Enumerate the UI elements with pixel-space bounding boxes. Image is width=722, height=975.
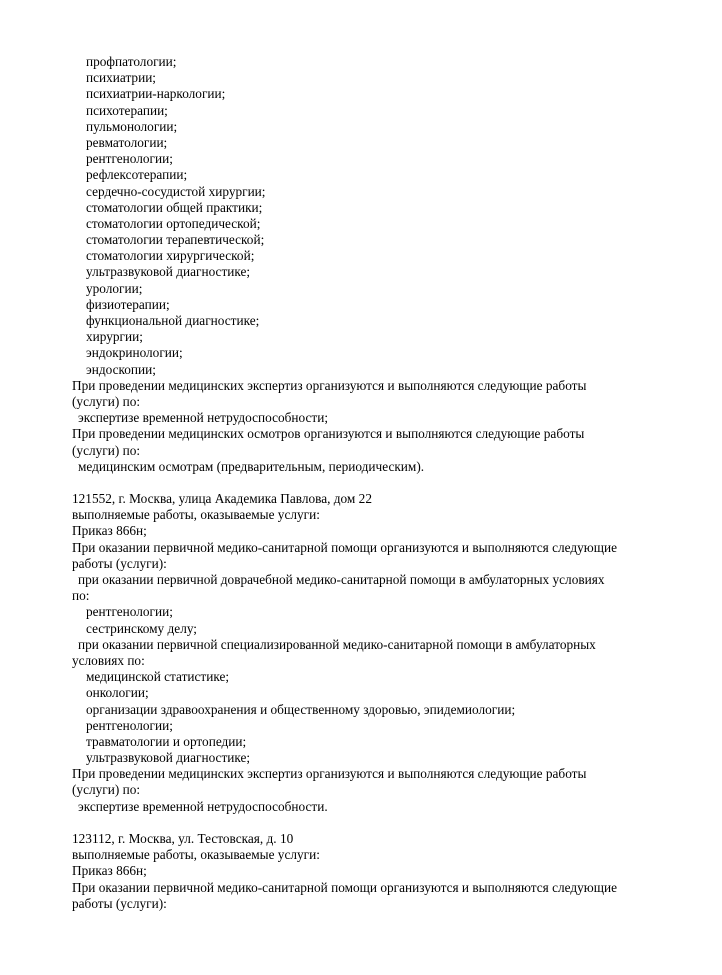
document-line: травматологии и ортопедии; (86, 733, 247, 749)
document-line: психиатрии-наркологии; (86, 86, 226, 102)
document-line: При проведении медицинских экспертиз организуются и выполняются следующие работы (72, 766, 587, 782)
document-line: (услуги) по: (72, 782, 141, 798)
document-line: рефлексотерапии; (86, 167, 188, 183)
document-line: пульмонологии; (86, 118, 178, 134)
document-line: выполняемые работы, оказываемые услуги: (72, 507, 320, 523)
document-line: онкологии; (86, 685, 149, 701)
document-line: стоматологии терапевтической; (86, 232, 265, 248)
document-line: сестринскому делу; (86, 620, 197, 636)
document-line: психиатрии; (86, 70, 157, 86)
document-line: профпатологии; (86, 54, 177, 69)
document-line: медицинской статистике; (86, 669, 230, 685)
document-line: ревматологии; (86, 134, 168, 150)
document-line: рентгенологии; (86, 151, 173, 167)
document-line: физиотерапии; (86, 296, 170, 312)
document-line: стоматологии хирургической; (86, 248, 255, 264)
document-line: функциональной диагностике; (86, 313, 260, 328)
document-line: выполняемые работы, оказываемые услуги: (72, 847, 320, 863)
document-line: 121552, г. Москва, улица Академика Павлова, дом 22 (72, 491, 372, 507)
document-line: стоматологии ортопедической; (86, 215, 261, 231)
document-line: организации здравоохранения и общественному здоровью, эпидемиологии; (86, 701, 516, 717)
blank-line (72, 815, 672, 831)
document-page (72, 54, 672, 912)
document-line: психотерапии; (86, 102, 168, 118)
document-line: экспертизе временной нетрудоспособности. (78, 798, 328, 814)
document-line: стоматологии общей практики; (86, 199, 263, 215)
document-line: при оказании первичной доврачебной медико-санитарной помощи в амбулаторных условиях (78, 572, 605, 587)
document-line: Приказ 866н; (72, 863, 147, 879)
document-line: эндокринологии; (86, 345, 183, 361)
document-line: (услуги) по: (72, 393, 141, 409)
document-line: при оказании первичной специализированной медико-санитарной помощи в амбулаторных (78, 636, 596, 652)
document-line: Приказ 866н; (72, 523, 147, 539)
document-line: ультразвуковой диагностике; (86, 264, 251, 280)
document-line: работы (услуги): (72, 895, 167, 911)
document-line: рентгенологии; (86, 604, 173, 620)
document-line: 123112, г. Москва, ул. Тестовская, д. 10 (72, 831, 294, 846)
blank-line (72, 475, 672, 491)
document-line: по: (72, 588, 90, 604)
document-line: хирургии; (86, 329, 143, 345)
document-line: работы (услуги): (72, 555, 167, 571)
document-line: При оказании первичной медико-санитарной помощи организуются и выполняются следующие (72, 879, 617, 895)
document-line: При проведении медицинских осмотров организуются и выполняются следующие работы (72, 426, 585, 442)
document-line: эндоскопии; (86, 361, 156, 377)
document-line: (услуги) по: (72, 442, 141, 458)
document-line: ультразвуковой диагностике; (86, 750, 251, 766)
document-line: При проведении медицинских экспертиз организуются и выполняются следующие работы (72, 377, 587, 393)
document-line: медицинским осмотрам (предварительным, периодическим). (78, 458, 425, 474)
document-line: экспертизе временной нетрудоспособности; (78, 410, 329, 426)
document-line: условиях по: (72, 652, 145, 668)
document-line: рентгенологии; (86, 717, 173, 733)
document-line: урологии; (86, 280, 143, 296)
document-line: При оказании первичной медико-санитарной помощи организуются и выполняются следующие (72, 539, 617, 555)
document-line: сердечно-сосудистой хирургии; (86, 183, 266, 199)
